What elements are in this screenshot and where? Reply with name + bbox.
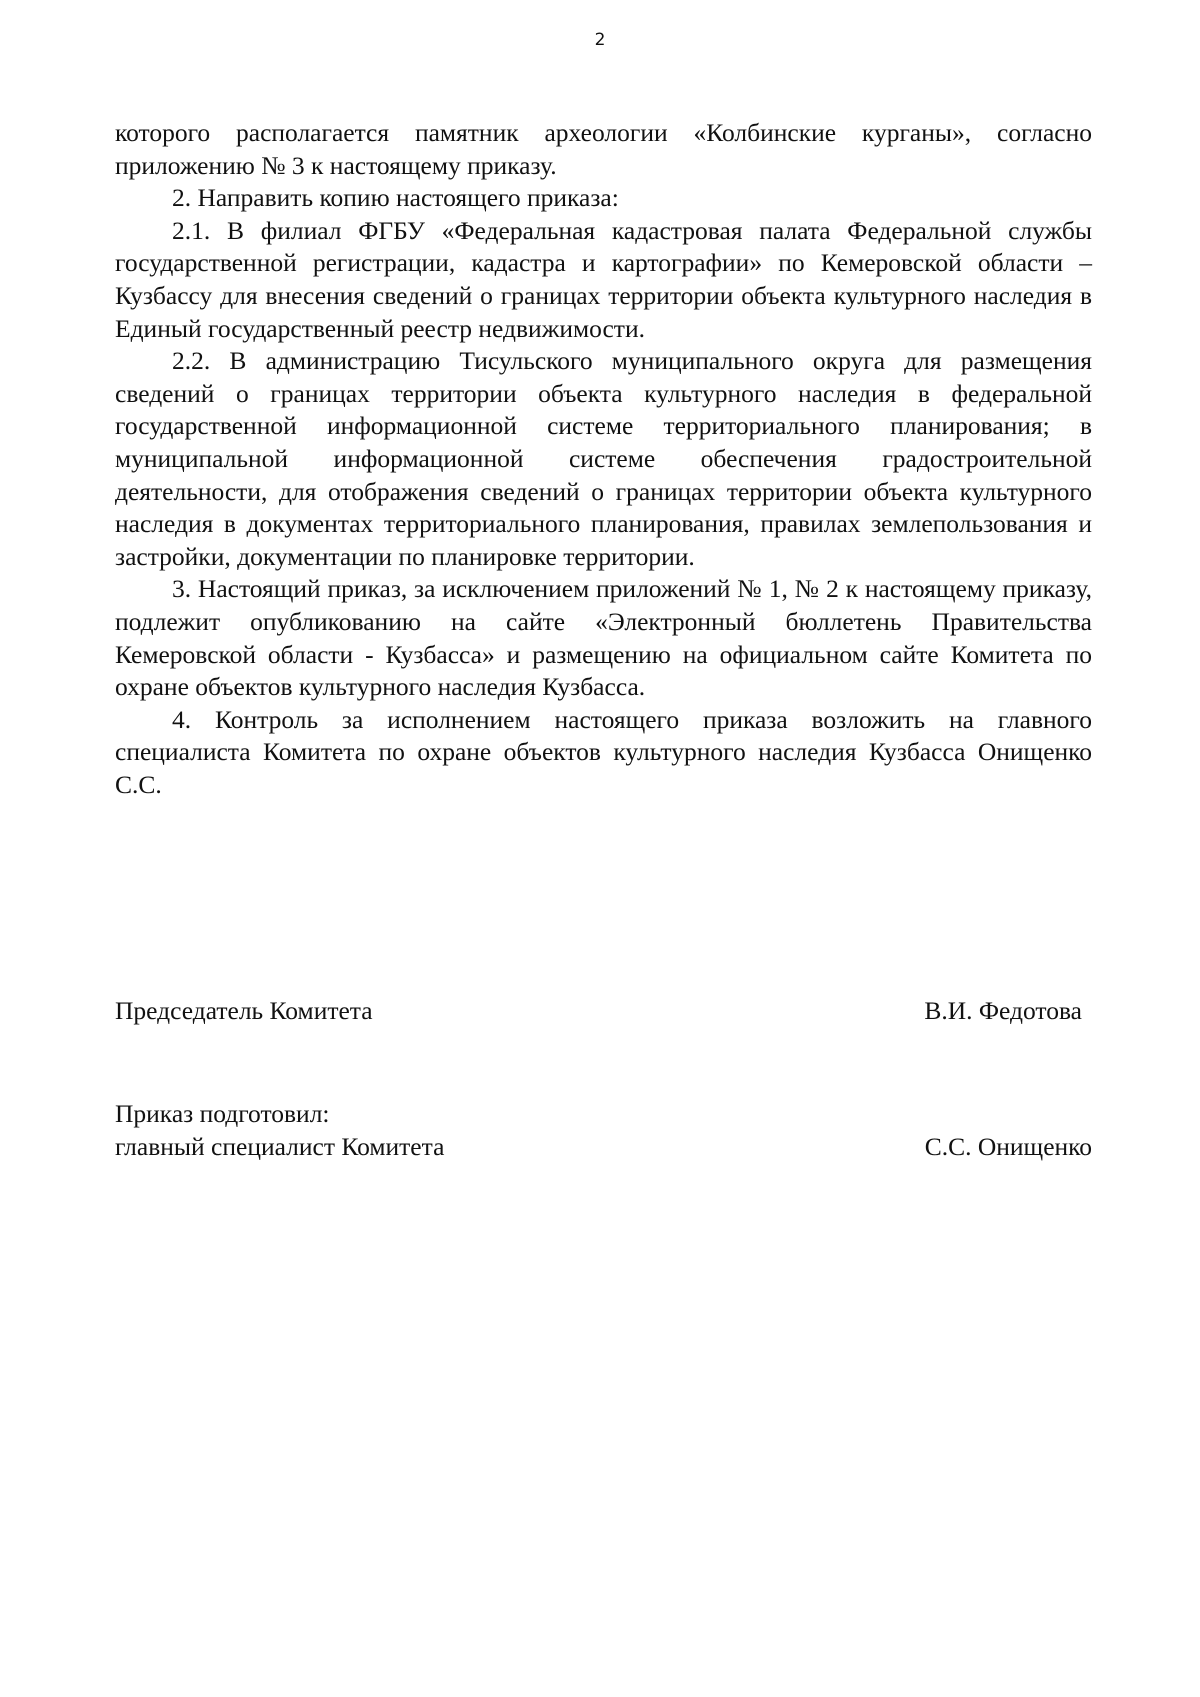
prepared-by-title: главный специалист Комитета xyxy=(115,1131,445,1161)
paragraph-item-2-2: 2.2. В администрацию Тисульского муниципального округа для размещения сведений о границах территории объекта культурного наследия в федеральной государственной информационной системе территориального планирования; в муниципальной информационной системе обеспечения градостроительной деятельности, для отображения сведений о границах территории объекта культурного наследия в документах территориального планирования, правилах землепользования и застройки, документации по планировке территории. xyxy=(115,346,1092,571)
prepared-by-text xyxy=(115,1098,444,1163)
paragraph-item-2-1: 2.1. В филиал ФГБУ «Федеральная кадастровая палата Федеральной службы государственной регистрации, кадастра и картографии» по Кемеровской области – Кузбассу для внесения сведений о границах территории объекта культурного наследия в Единый государственный реестр недвижимости. xyxy=(115,215,1092,343)
prepared-by-block xyxy=(115,1098,1092,1164)
chair-name: В.И. Федотова xyxy=(924,996,1082,1026)
paragraph-continuation: которого располагается памятник археологии «Колбинские курганы», согласно приложению № 3 к настоящему приказу. xyxy=(115,118,1092,180)
chair-signature-block xyxy=(115,995,1092,1028)
page-number: 2 xyxy=(594,30,606,50)
paragraph-item-2: 2. Направить копию настоящего приказа: xyxy=(172,183,619,213)
paragraph-item-4: 4. Контроль за исполнением настоящего приказа возложить на главного специалиста Комитета по охране объектов культурного наследия Кузбасса Онищенко С.С. xyxy=(115,704,1092,799)
prepared-by-label: Приказ подготовил: xyxy=(115,1099,330,1128)
prepared-by-name: С.С. Онищенко xyxy=(924,1132,1092,1162)
chair-title: Председатель Комитета xyxy=(115,996,373,1025)
paragraph-item-3: 3. Настоящий приказ, за исключением приложений № 1, № 2 к настоящему приказу, подлежит опубликованию на сайте «Электронный бюллетень Правительства Кемеровской области - Кузбасса» и размещению на официальном сайте Комитета по охране объектов культурного наследия Кузбасса. xyxy=(115,574,1092,702)
document-body xyxy=(115,117,1092,801)
